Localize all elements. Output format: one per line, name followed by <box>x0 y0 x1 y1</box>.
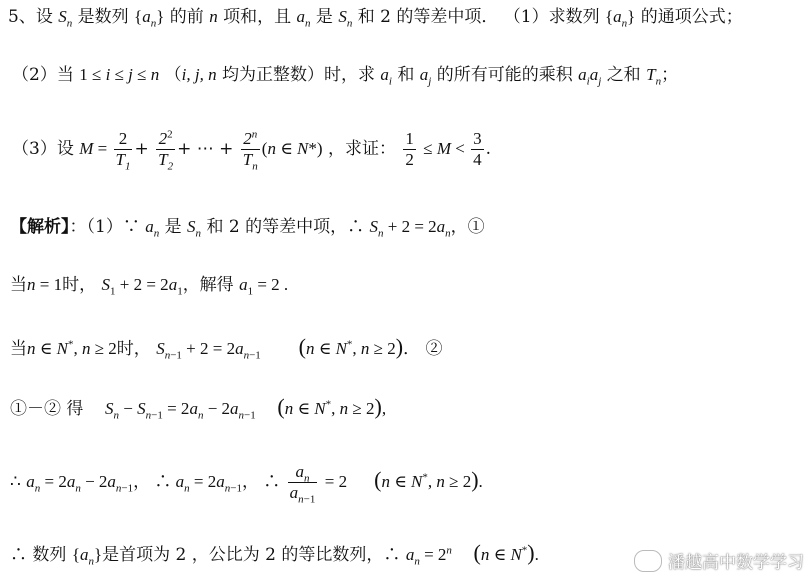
solution-line-2: 当n = 1时， $S_1 + 2 = 2a_1$，解得 $a_1 = 2$ . <box>10 275 289 298</box>
text: 当 <box>10 339 27 359</box>
text: 是数列 <box>77 7 129 27</box>
fraction: $\frac{2}{T_1}$ <box>115 129 131 173</box>
text: 和 <box>397 65 415 85</box>
fraction: $\frac{a_n}{a_{n-1}}$ <box>289 462 316 506</box>
text: ∴ 数列 <box>10 545 67 565</box>
text: 设 <box>35 7 53 27</box>
text: 的通项公式； <box>640 7 743 27</box>
therefore-symbol: ∴ <box>10 472 21 492</box>
text: ，解得 <box>182 275 234 295</box>
text: ①－② 得 <box>10 399 84 419</box>
text: 和 2 的等差中项，∴ <box>206 217 365 237</box>
fraction: $\frac{2^2}{T_2}$ <box>158 128 174 173</box>
text: 的前 <box>169 7 204 27</box>
text: 时， <box>116 339 151 359</box>
text: 项和，且 <box>223 7 292 27</box>
watermark-text: 潘越高中数学学习 <box>668 553 804 573</box>
text: （2）当 <box>12 65 74 85</box>
fraction: $\frac{1}{2}$ <box>405 129 414 169</box>
fraction: $\frac{2^n}{T_n}$ <box>242 128 258 173</box>
text: 之和 <box>606 65 641 85</box>
text: 均为正整数）时，求 <box>222 65 375 85</box>
solution-line-6: ∴ 数列 $\{a_n\}$是首项为 2 ，公比为 2 的等比数列，∴ $a_n = 2^n$ (n ∈ N*). <box>10 540 539 568</box>
solution-line-4: ①－② 得 $S_n - S_{n-1} = 2a_n - 2a_{n-1}$ (n ∈ N*, n ≥ 2), <box>10 394 387 422</box>
solution-heading: 【解析】 <box>10 217 70 237</box>
problem-number: 5、 <box>8 7 36 27</box>
problem-statement: 5、设 $S_n$ 是数列 $\{a_n\}$ 的前 n 项和，且 $a_n$ 是 $S_n$ 和 2 的等差中项． （1）求数列 $\{a_n\}$ 的通项公式； <box>8 7 743 30</box>
text: （ <box>164 65 182 85</box>
solution-line-5: ∴ $a_n = 2a_n - 2a_{n-1}$， ∴ $a_n = 2a_{n-1}$， ∴ $\frac{a_n}{a_{n-1}}$ = 2 (n ∈ N*, n ≥ 2). <box>10 462 483 506</box>
solution-line-1: 【解析】：（1）∵ $a_n$ 是 $S_n$ 和 2 的等差中项，∴ $S_n + 2 = 2a_n$，① <box>10 217 485 240</box>
wechat-icon <box>634 550 662 572</box>
text: ，求证： <box>327 139 396 159</box>
text: ，① <box>450 217 485 237</box>
text: 和 2 的等差中项． <box>357 7 499 27</box>
text: 是 <box>164 217 182 237</box>
text: 时， <box>62 275 97 295</box>
text: 的所有可能的乘积 <box>436 65 573 85</box>
text: 是 <box>315 7 333 27</box>
text: （3）设 <box>12 139 74 159</box>
text: ； <box>661 65 679 85</box>
part-3: （3）设 M = $\frac{2}{T_1}$ + $\frac{2^2}{T_2}$ + ⋯ + $\frac{2^n}{T_n}$ (n ∈ N*) ，求证： $\frac{1}{2}$ ≤ M < $\frac{3}{4}$ . <box>12 128 492 173</box>
text: ． ② <box>403 339 443 359</box>
solution-line-3: 当n ∈ N*, n ≥ 2时， $S_{n-1} + 2 = 2a_{n-1}$ (n ∈ N*, n ≥ 2)． ② <box>10 334 443 362</box>
text: 是首项为 2 ，公比为 2 的等比数列，∴ <box>102 545 401 565</box>
fraction: $\frac{3}{4}$ <box>473 129 482 169</box>
text: 当 <box>10 275 27 295</box>
text: （1）求数列 <box>503 7 600 27</box>
part-2: （2）当 1 ≤ i ≤ j ≤ n （i, j, n 均为正整数）时，求 $a_i$ 和 $a_j$ 的所有可能的乘积 $a_ia_j$ 之和 $T_n$； <box>12 65 679 88</box>
text: ：（1）∵ <box>69 217 140 237</box>
watermark <box>634 548 804 573</box>
